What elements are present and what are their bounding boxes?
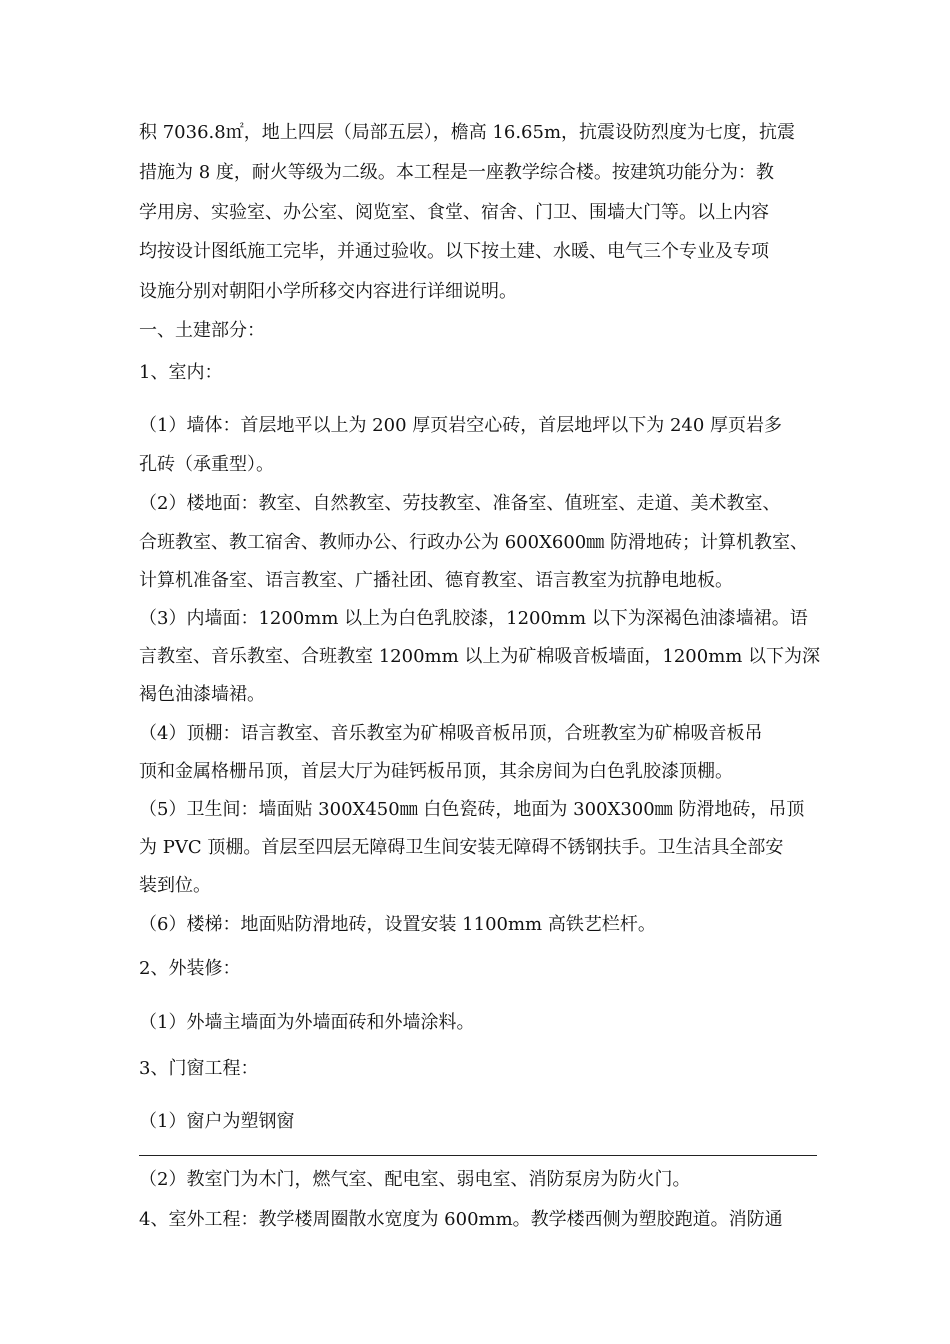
body-text-line: 积 7036.8㎡，地上四层（局部五层），檐高 16.65m，抗震设防烈度为七度，抗震 [139,122,796,143]
body-text-line: 计算机准备室、语言教室、广播社团、德育教室、语言教室为抗静电地板。 [139,570,733,591]
body-text-line: 为 PVC 顶棚。首层至四层无障碍卫生间安装无障碍不锈钢扶手。卫生洁具全部安 [139,837,784,858]
body-text-line: 4、室外工程：教学楼周圈散水宽度为 600mm。教学楼西侧为塑胶跑道。消防通 [139,1209,783,1230]
body-text-line: 设施分别对朝阳小学所移交内容进行详细说明。 [139,281,517,302]
body-text-line: （4）顶棚：语言教室、音乐教室为矿棉吸音板吊顶，合班教室为矿棉吸音板吊 [139,723,763,744]
horizontal-rule [139,1155,817,1156]
subsection-heading: 1、室内： [139,362,223,383]
subsection-heading: 2、外装修： [139,958,241,979]
body-text-line: （1）墙体：首层地平以上为 200 厚页岩空心砖，首层地坪以下为 240 厚页岩多 [139,415,783,436]
body-text-line: 合班教室、教工宿舍、教师办公、行政办公为 600X600㎜ 防滑地砖；计算机教室、 [139,532,808,553]
body-text-line: 褐色油漆墙裙。 [139,684,265,705]
body-text-line: （5）卫生间：墙面贴 300X450㎜ 白色瓷砖，地面为 300X300㎜ 防滑地砖，吊顶 [139,799,805,820]
body-text-line: 措施为 8 度，耐火等级为二级。本工程是一座教学综合楼。按建筑功能分为：教 [139,162,774,183]
body-text-line: （6）楼梯：地面贴防滑地砖，设置安装 1100mm 高铁艺栏杆。 [139,914,656,935]
body-text-line: 均按设计图纸施工完毕，并通过验收。以下按土建、水暖、电气三个专业及专项 [139,241,769,262]
body-text-line: （2）楼地面：教室、自然教室、劳技教室、准备室、值班室、走道、美术教室、 [139,493,781,514]
section-heading: 一、土建部分： [139,320,265,341]
body-text-line: （2）教室门为木门，燃气室、配电室、弱电室、消防泵房为防火门。 [139,1169,691,1190]
subsection-heading: 3、门窗工程： [139,1058,259,1079]
body-text-line: 言教室、音乐教室、合班教室 1200mm 以上为矿棉吸音板墙面，1200mm 以下为深 [139,646,821,667]
body-text-line: 顶和金属格栅吊顶，首层大厅为硅钙板吊顶，其余房间为白色乳胶漆顶棚。 [139,761,733,782]
body-text-line: （3）内墙面：1200mm 以上为白色乳胶漆，1200mm 以下为深褐色油漆墙裙。语 [139,608,808,629]
body-text-line: （1）窗户为塑钢窗 [139,1111,295,1132]
body-text-line: 装到位。 [139,875,211,896]
body-text-line: 学用房、实验室、办公室、阅览室、食堂、宿舍、门卫、围墙大门等。以上内容 [139,202,769,223]
body-text-line: （1）外墙主墙面为外墙面砖和外墙涂料。 [139,1012,475,1033]
body-text-line: 孔砖（承重型）。 [139,454,274,475]
